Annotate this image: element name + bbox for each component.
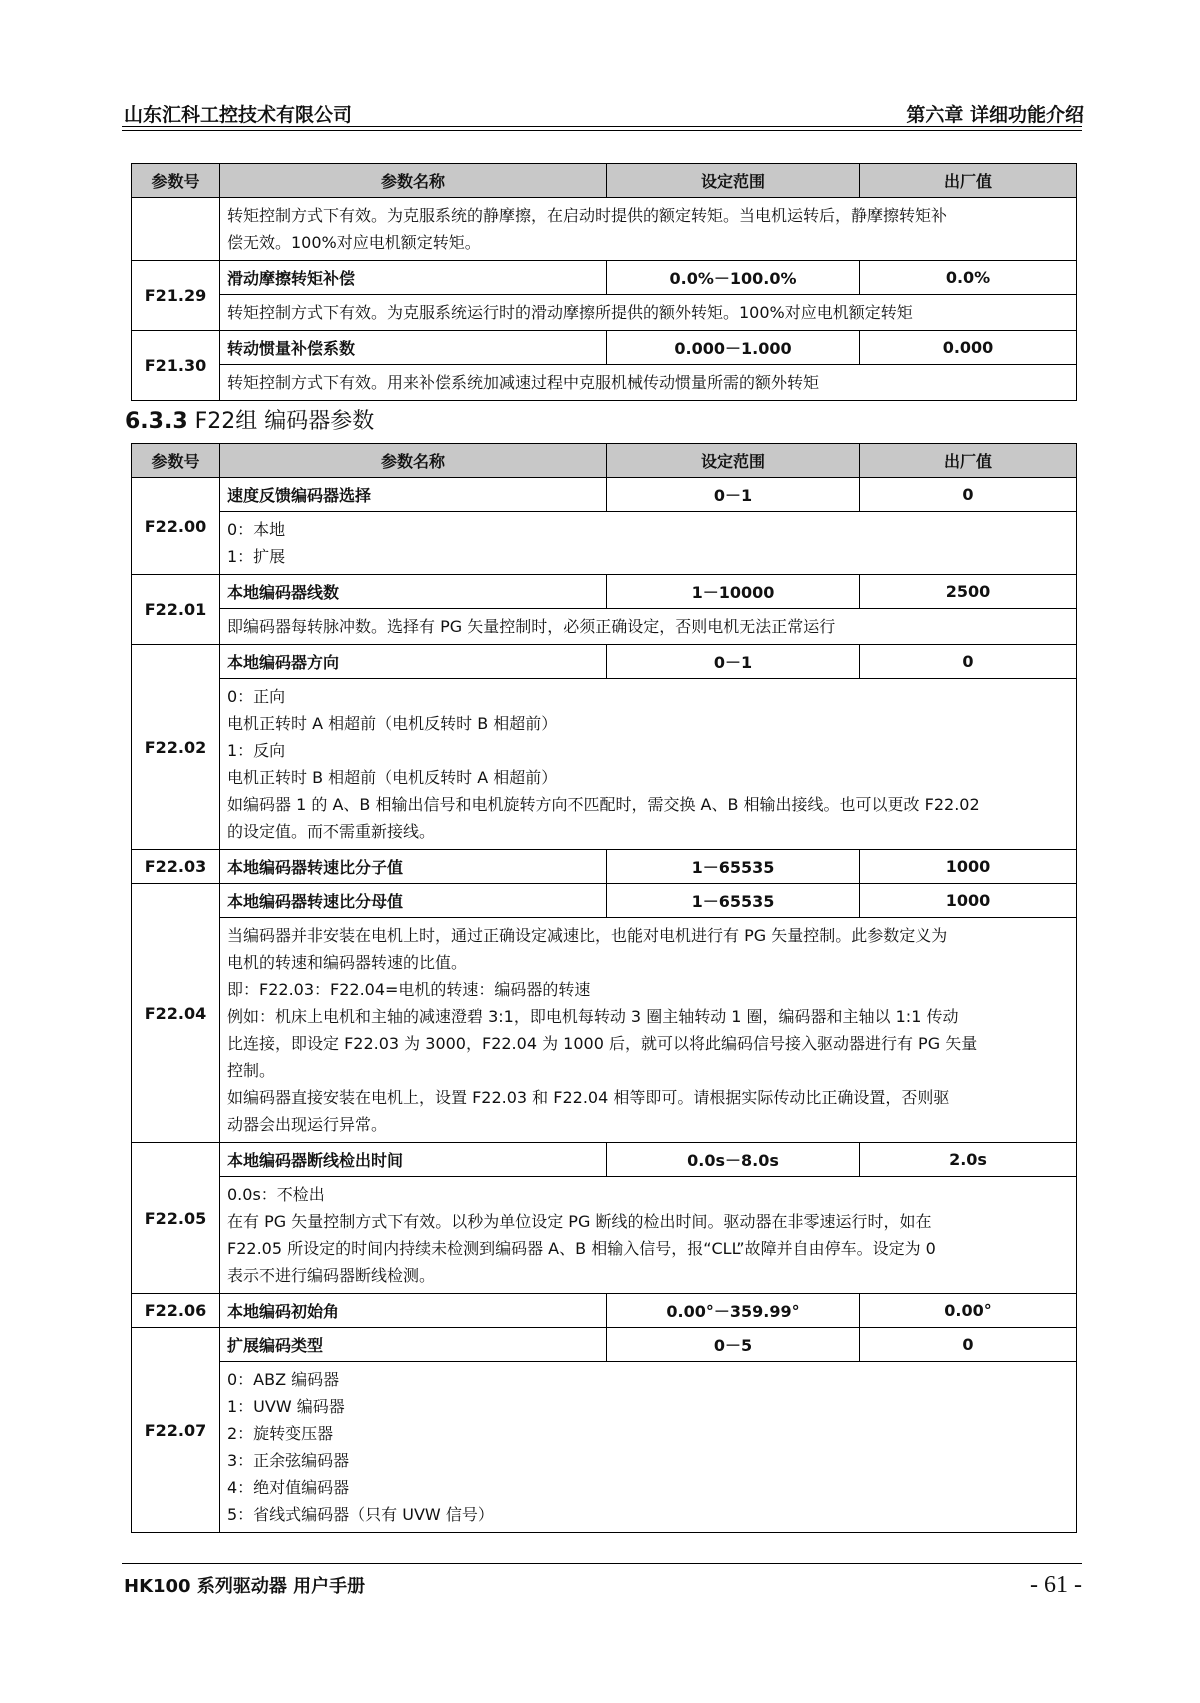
desc-line: 即：F22.03：F22.04=电机的转速：编码器的转速 [227,980,591,999]
param-range: 1－65535 [607,884,860,918]
desc-line: 0：本地 [227,520,286,539]
param-range: 0－1 [607,478,860,512]
col-header-name: 参数名称 [220,444,607,478]
param-default: 0 [860,1328,1077,1362]
header-chapter: 第六章 详细功能介绍 [906,104,1084,126]
param-description [220,365,1077,401]
parameter-table-f22 [131,443,1077,1533]
col-header-default: 出厂值 [860,164,1077,198]
param-code: F22.07 [132,1328,220,1533]
desc-line: 0.0s：不检出 [227,1185,325,1204]
param-description [220,1362,1077,1533]
page-number: - 61 - [1030,1572,1082,1598]
param-code: F22.05 [132,1143,220,1294]
parameter-table-f21 [131,163,1077,401]
param-range: 0－5 [607,1328,860,1362]
param-description [220,1177,1077,1294]
param-name: 本地编码器转速比分子值 [220,850,607,884]
desc-line: 0：ABZ 编码器 [227,1370,340,1389]
param-code: F21.29 [132,261,220,331]
param-default: 0.000 [860,331,1077,365]
param-code: F22.06 [132,1294,220,1328]
param-range: 0.000－1.000 [607,331,860,365]
param-row-f22-07 [132,1328,1077,1362]
desc-line: 的设定值。而不需重新接线。 [227,822,436,841]
header-rule [122,126,1082,127]
param-code: F22.04 [132,884,220,1143]
header-company: 山东汇科工控技术有限公司 [124,104,353,126]
desc-line: 0：正向 [227,687,286,706]
section-heading: F22组 编码器参数 [194,409,375,434]
header-rule-thin [122,130,1082,131]
param-name: 速度反馈编码器选择 [220,478,607,512]
desc-line: 如编码器直接安装在电机上，设置 F22.03 和 F22.04 相等即可。请根据实际传动比正确设置，否则驱 [227,1088,950,1107]
param-row-f22-05 [132,1143,1077,1177]
param-range: 1－65535 [607,850,860,884]
desc-line: F22.05 所设定的时间内持续未检测到编码器 A、B 相输入信号，报“CLL”故障并自由停车。设定为 0 [227,1239,936,1258]
param-code: F22.02 [132,645,220,850]
param-row-f22-02 [132,645,1077,679]
desc-line: 如编码器 1 的 A、B 相输出信号和电机旋转方向不匹配时，需交换 A、B 相输出接线。也可以更改 F22.02 [227,795,980,814]
desc-line: 1：UVW 编码器 [227,1397,345,1416]
desc-line: 转矩控制方式下有效。用来补偿系统加减速过程中克服机械传动惯量所需的额外转矩 [227,373,820,392]
desc-line: 比连接，即设定 F22.03 为 3000，F22.04 为 1000 后，就可以将此编码信号接入驱动器进行有 PG 矢量 [227,1034,978,1053]
continued-desc-row [132,198,1077,261]
param-default: 2.0s [860,1143,1077,1177]
param-description [220,679,1077,850]
param-code: F21.30 [132,331,220,401]
desc-line: 电机正转时 B 相超前（电机反转时 A 相超前） [227,768,558,787]
col-header-default: 出厂值 [860,444,1077,478]
desc-line: 转矩控制方式下有效。为克服系统运行时的滑动摩擦所提供的额外转矩。100%对应电机额定转矩 [227,303,913,322]
col-header-code: 参数号 [132,444,220,478]
desc-line: 电机正转时 A 相超前（电机反转时 B 相超前） [227,714,558,733]
param-default: 1000 [860,884,1077,918]
param-desc-row [132,609,1077,645]
param-range: 0.00°－359.99° [607,1294,860,1328]
desc-line: 4：绝对值编码器 [227,1478,350,1497]
param-code: F22.01 [132,575,220,645]
param-range: 1－10000 [607,575,860,609]
desc-line: 表示不进行编码器断线检测。 [227,1266,436,1285]
param-name: 本地编码器方向 [220,645,607,679]
param-name: 转动惯量补偿系数 [220,331,607,365]
section-number: 6.3.3 [125,409,188,434]
param-range: 0.0%－100.0% [607,261,860,295]
param-name: 本地编码器转速比分母值 [220,884,607,918]
param-row-f22-06 [132,1294,1077,1328]
param-description [220,295,1077,331]
footer-rule [122,1563,1082,1564]
param-desc-row [132,1177,1077,1294]
col-header-range: 设定范围 [607,164,860,198]
param-row-f21-30 [132,331,1077,365]
desc-line: 动器会出现运行异常。 [227,1115,388,1134]
desc-line: 在有 PG 矢量控制方式下有效。以秒为单位设定 PG 断线的检出时间。驱动器在非零速运行时，如在 [227,1212,932,1231]
param-name: 本地编码器线数 [220,575,607,609]
param-default: 1000 [860,850,1077,884]
empty-code-cell [132,198,220,261]
desc-line: 控制。 [227,1061,276,1080]
desc-line: 例如：机床上电机和主轴的减速澄碧 3:1，即电机每转动 3 圈主轴转动 1 圈，编码器和主轴以 1:1 传动 [227,1007,959,1026]
table-header-row [132,164,1077,198]
param-default: 0 [860,645,1077,679]
col-header-code: 参数号 [132,164,220,198]
param-name: 本地编码初始角 [220,1294,607,1328]
param-default: 0.00° [860,1294,1077,1328]
desc-line: 偿无效。100%对应电机额定转矩。 [227,233,481,252]
param-description [220,512,1077,575]
param-desc-row [132,679,1077,850]
footer-manual-title: HK100 系列驱动器 用户手册 [124,1576,366,1597]
section-title [125,404,374,435]
param-range: 0.0s－8.0s [607,1143,860,1177]
desc-line: 即编码器每转脉冲数。选择有 PG 矢量控制时，必须正确设定，否则电机无法正常运行 [227,617,836,636]
param-desc-row [132,1362,1077,1533]
param-description [220,609,1077,645]
desc-line: 电机的转速和编码器转速的比值。 [227,953,468,972]
col-header-range: 设定范围 [607,444,860,478]
desc-line: 转矩控制方式下有效。为克服系统的静摩擦，在启动时提供的额定转矩。当电机运转后，静摩擦转矩补 [227,206,948,225]
param-default: 2500 [860,575,1077,609]
param-row-f22-04 [132,884,1077,918]
param-desc-row [132,295,1077,331]
param-row-f22-01 [132,575,1077,609]
param-code: F22.03 [132,850,220,884]
param-name: 滑动摩擦转矩补偿 [220,261,607,295]
param-default: 0 [860,478,1077,512]
param-name: 扩展编码类型 [220,1328,607,1362]
param-description [220,198,1077,261]
desc-line: 2：旋转变压器 [227,1424,334,1443]
param-row-f21-29 [132,261,1077,295]
desc-line: 1：扩展 [227,547,286,566]
param-code: F22.00 [132,478,220,575]
param-name: 本地编码器断线检出时间 [220,1143,607,1177]
param-desc-row [132,918,1077,1143]
table-header-row [132,444,1077,478]
desc-line: 3：正余弦编码器 [227,1451,350,1470]
desc-line: 5：省线式编码器（只有 UVW 信号） [227,1505,494,1524]
param-desc-row [132,512,1077,575]
param-row-f22-03 [132,850,1077,884]
col-header-name: 参数名称 [220,164,607,198]
desc-line: 1：反向 [227,741,286,760]
param-row-f22-00 [132,478,1077,512]
desc-line: 当编码器并非安装在电机上时，通过正确设定减速比，也能对电机进行有 PG 矢量控制。此参数定义为 [227,926,948,945]
param-range: 0－1 [607,645,860,679]
param-default: 0.0% [860,261,1077,295]
param-description [220,918,1077,1143]
param-desc-row [132,365,1077,401]
